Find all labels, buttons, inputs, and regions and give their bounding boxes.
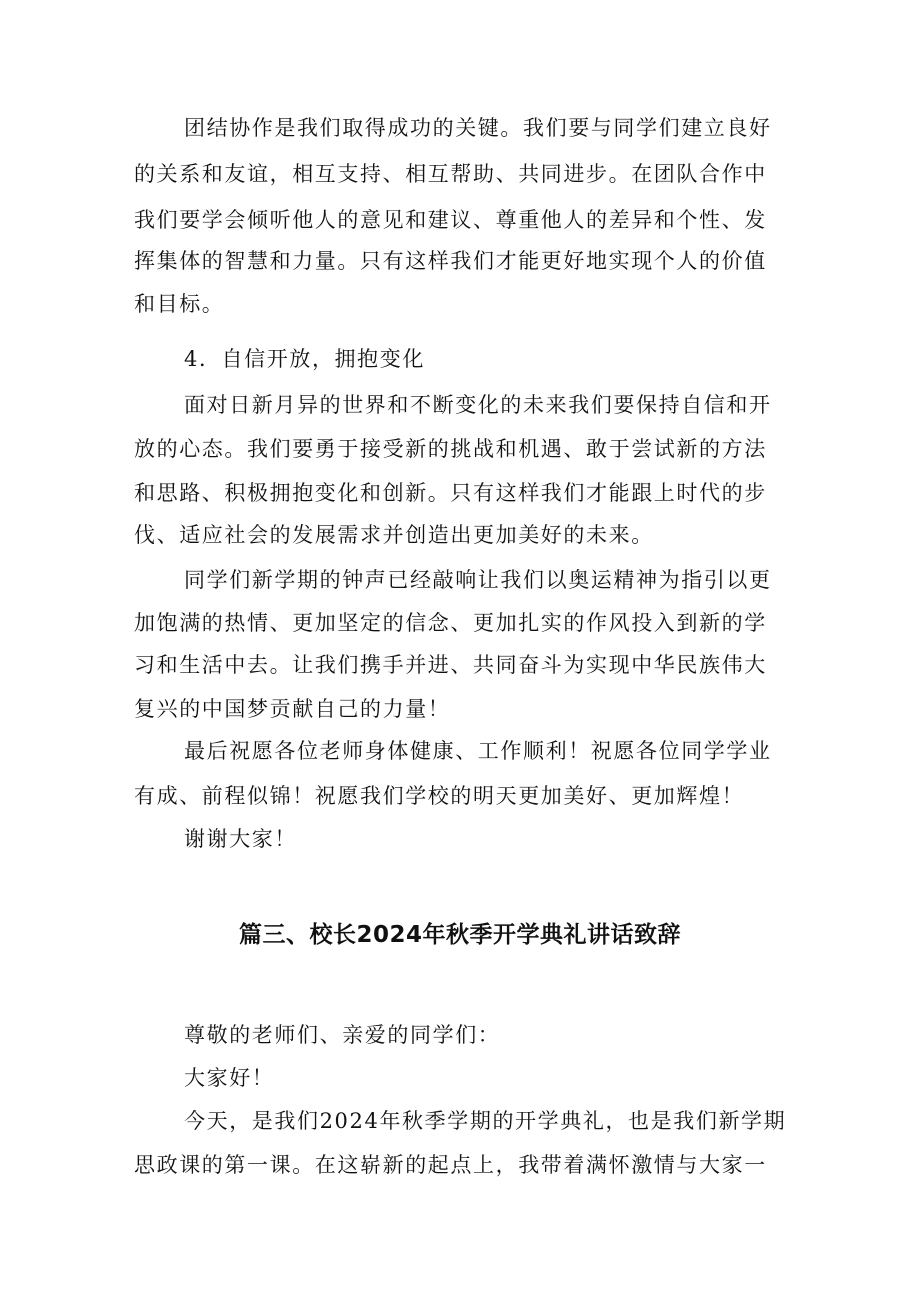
paragraph-line: 最后祝愿各位老师身体健康、工作顺利！祝愿各位同学学业 [184, 739, 772, 763]
section-heading: 4．自信开放，拥抱变化 [184, 347, 425, 371]
salutation: 尊敬的老师们、亲爱的同学们： [184, 1023, 501, 1047]
paragraph-line: 和目标。 [134, 292, 225, 316]
paragraph-line: 复兴的中国梦贡献自己的力量！ [134, 697, 451, 721]
paragraph-line: 伐、适应社会的发展需求并创造出更加美好的未来。 [134, 523, 654, 547]
paragraph-line: 和思路、积极拥抱变化和创新。只有这样我们才能跟上时代的步 [134, 481, 767, 505]
paragraph-line: 我们要学会倾听他人的意见和建议、尊重他人的差异和个性、发 [134, 208, 767, 232]
paragraph-line: 挥集体的智慧和力量。只有这样我们才能更好地实现个人的价值 [134, 249, 767, 273]
paragraph-line: 同学们新学期的钟声已经敲响让我们以奥运精神为指引以更 [184, 568, 772, 592]
paragraph-line: 习和生活中去。让我们携手并进、共同奋斗为实现中华民族伟大 [134, 653, 767, 677]
closing-line: 谢谢大家！ [184, 827, 297, 851]
paragraph-line: 的关系和友谊，相互支持、相互帮助、共同进步。在团队合作中 [134, 162, 767, 186]
section-title: 篇三、校长2024年秋季开学典礼讲话致辞 [238, 922, 681, 948]
paragraph-line: 思政课的第一课。在这崭新的起点上，我带着满怀激情与大家一 [134, 1153, 767, 1177]
greeting: 大家好！ [184, 1066, 275, 1090]
paragraph-line: 加饱满的热情、更加坚定的信念、更加扎实的作风投入到新的学 [134, 611, 767, 635]
paragraph-line: 团结协作是我们取得成功的关键。我们要与同学们建立良好 [184, 116, 772, 140]
paragraph-line: 放的心态。我们要勇于接受新的挑战和机遇、敢于尝试新的方法 [134, 437, 767, 461]
paragraph-line: 面对日新月异的世界和不断变化的未来我们要保持自信和开 [184, 393, 772, 417]
paragraph-line: 有成、前程似锦！祝愿我们学校的明天更加美好、更加辉煌！ [134, 784, 745, 808]
paragraph-line: 今天，是我们2024年秋季学期的开学典礼，也是我们新学期 [184, 1109, 787, 1133]
